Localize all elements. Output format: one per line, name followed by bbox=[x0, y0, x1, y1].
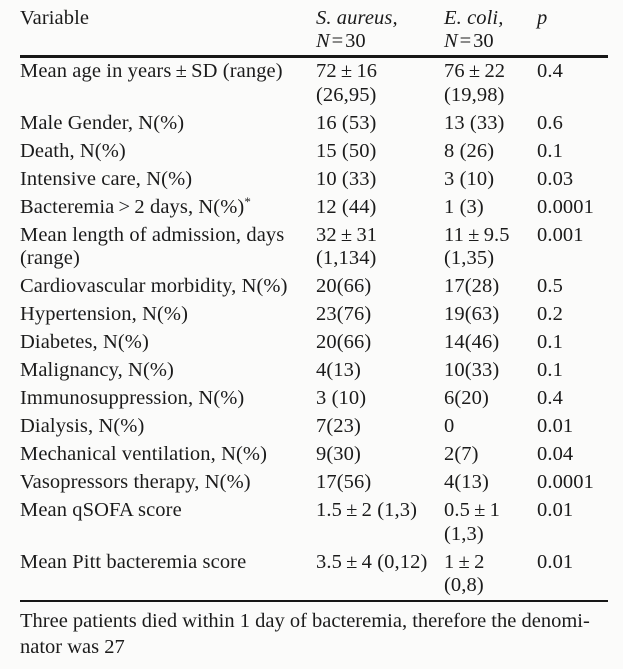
saureus-value: 4(13) bbox=[316, 359, 361, 381]
footnote-line-1: Three patients died within 1 day of bacteremia, therefore the denomi- bbox=[20, 610, 590, 632]
saureus-value: 9(30) bbox=[316, 443, 361, 465]
ecoli-cell bbox=[444, 273, 537, 301]
variable-cell bbox=[20, 469, 316, 497]
header-variable: Variable bbox=[20, 7, 90, 29]
p-value: 0.01 bbox=[537, 499, 574, 521]
saureus-value: 20(66) bbox=[316, 275, 372, 297]
ecoli-value-line2: (1,35) bbox=[444, 247, 495, 269]
variable-cell bbox=[20, 58, 316, 110]
p-value-cell bbox=[537, 194, 608, 222]
ecoli-value: 2(7) bbox=[444, 443, 479, 465]
p-value: 0.5 bbox=[537, 275, 563, 297]
saureus-value: 10 (33) bbox=[316, 167, 377, 190]
p-value-cell bbox=[537, 273, 608, 301]
ecoli-value: 1 ± 2 bbox=[444, 550, 485, 573]
saureus-value: 1.5 ± 2 (1,3) bbox=[316, 499, 418, 521]
ecoli-value-line2: (19,98) bbox=[444, 83, 505, 106]
ecoli-value: 14(46) bbox=[444, 331, 500, 353]
variable-label: Vasopressors therapy, N(%) bbox=[20, 471, 251, 493]
saureus-cell bbox=[316, 413, 444, 441]
p-value: 0.4 bbox=[537, 387, 563, 409]
variable-cell bbox=[20, 273, 316, 301]
ecoli-cell bbox=[444, 469, 537, 497]
saureus-value: 12 (44) bbox=[316, 195, 377, 218]
variable-label: Mean length of admission, days bbox=[20, 223, 285, 246]
p-value: 0.4 bbox=[537, 60, 563, 82]
variable-cell bbox=[20, 549, 316, 601]
p-value-cell bbox=[537, 413, 608, 441]
ecoli-cell bbox=[444, 222, 537, 274]
footnote-line-2: nator was 27 bbox=[20, 636, 125, 658]
variable-label: Diabetes, N(%) bbox=[20, 331, 149, 353]
p-value-cell bbox=[537, 301, 608, 329]
table-row bbox=[20, 549, 608, 601]
ecoli-cell bbox=[444, 166, 537, 194]
saureus-cell bbox=[316, 497, 444, 549]
p-value-cell bbox=[537, 222, 608, 274]
ecoli-cell bbox=[444, 497, 537, 549]
ecoli-cell bbox=[444, 194, 537, 222]
ecoli-value: 6(20) bbox=[444, 387, 489, 409]
ecoli-cell bbox=[444, 301, 537, 329]
table-row bbox=[20, 138, 608, 166]
ecoli-value: 76 ± 22 bbox=[444, 60, 506, 82]
variable-cell bbox=[20, 497, 316, 549]
saureus-cell bbox=[316, 273, 444, 301]
variable-cell bbox=[20, 385, 316, 413]
ecoli-cell bbox=[444, 357, 537, 385]
variable-label: Immunosuppression, N(%) bbox=[20, 387, 245, 409]
ecoli-value: 19(63) bbox=[444, 303, 500, 325]
p-value: 0.1 bbox=[537, 359, 563, 381]
saureus-value: 3 (10) bbox=[316, 387, 367, 409]
p-value: 0.2 bbox=[537, 303, 563, 325]
p-value: 0.1 bbox=[537, 331, 563, 353]
ecoli-cell bbox=[444, 441, 537, 469]
variable-label: Intensive care, N(%) bbox=[20, 167, 193, 190]
saureus-cell bbox=[316, 58, 444, 110]
ecoli-cell bbox=[444, 549, 537, 601]
variable-label: Mechanical ventilation, N(%) bbox=[20, 443, 267, 465]
variable-cell bbox=[20, 194, 316, 222]
p-value: 0.01 bbox=[537, 415, 574, 437]
variable-label: Dialysis, N(%) bbox=[20, 415, 145, 437]
variable-cell bbox=[20, 166, 316, 194]
table-row bbox=[20, 413, 608, 441]
table-row bbox=[20, 385, 608, 413]
table-row bbox=[20, 301, 608, 329]
p-value-cell bbox=[537, 329, 608, 357]
p-value-cell bbox=[537, 469, 608, 497]
table-row bbox=[20, 441, 608, 469]
table-row bbox=[20, 110, 608, 138]
table-row bbox=[20, 497, 608, 549]
header-ecoli-n: N = 30 bbox=[444, 30, 494, 52]
saureus-value: 7(23) bbox=[316, 415, 361, 437]
variable-label: Death, N(%) bbox=[20, 139, 126, 162]
p-value-cell bbox=[537, 357, 608, 385]
ecoli-value-line2: (0,8) bbox=[444, 574, 484, 596]
saureus-value: 3.5 ± 4 (0,12) bbox=[316, 550, 428, 573]
saureus-cell bbox=[316, 222, 444, 274]
ecoli-cell bbox=[444, 58, 537, 110]
p-value-cell bbox=[537, 441, 608, 469]
saureus-cell bbox=[316, 441, 444, 469]
p-value: 0.0001 bbox=[537, 471, 594, 493]
header-saureus-name: S. aureus, bbox=[316, 7, 398, 29]
table-row bbox=[20, 58, 608, 110]
variable-cell bbox=[20, 301, 316, 329]
header-p-value: p bbox=[537, 7, 548, 29]
ecoli-value: 11 ± 9.5 bbox=[444, 223, 510, 246]
table-body bbox=[20, 58, 608, 602]
ecoli-value: 17(28) bbox=[444, 275, 500, 297]
saureus-cell bbox=[316, 194, 444, 222]
saureus-cell bbox=[316, 329, 444, 357]
variable-label: Male Gender, N(%) bbox=[20, 111, 185, 134]
saureus-value: 23(76) bbox=[316, 303, 372, 325]
saureus-cell bbox=[316, 469, 444, 497]
table-row bbox=[20, 469, 608, 497]
table-header-row bbox=[20, 5, 608, 58]
table-row bbox=[20, 357, 608, 385]
variable-cell bbox=[20, 413, 316, 441]
variable-label-line2: (range) bbox=[20, 247, 80, 269]
p-value-cell bbox=[537, 138, 608, 166]
saureus-value: 15 (50) bbox=[316, 139, 377, 162]
p-value: 0.03 bbox=[537, 167, 574, 190]
p-value: 0.6 bbox=[537, 111, 563, 134]
table-row bbox=[20, 222, 608, 274]
p-value-cell bbox=[537, 385, 608, 413]
p-value: 0.01 bbox=[537, 550, 574, 573]
ecoli-cell bbox=[444, 413, 537, 441]
p-value-cell bbox=[537, 549, 608, 601]
saureus-cell bbox=[316, 110, 444, 138]
p-value-cell bbox=[537, 497, 608, 549]
ecoli-cell bbox=[444, 329, 537, 357]
saureus-value: 72 ± 16 bbox=[316, 60, 378, 82]
variable-label: Cardiovascular morbidity, N(%) bbox=[20, 275, 288, 297]
table-row bbox=[20, 329, 608, 357]
variable-label: Mean qSOFA score bbox=[20, 499, 182, 521]
saureus-cell bbox=[316, 385, 444, 413]
ecoli-value: 1 (3) bbox=[444, 195, 484, 218]
variable-label: Mean age in years ± SD (range) bbox=[20, 60, 283, 82]
saureus-value: 17(56) bbox=[316, 471, 372, 493]
saureus-value-line2: (1,134) bbox=[316, 247, 377, 269]
p-value: 0.001 bbox=[537, 223, 584, 246]
saureus-cell bbox=[316, 138, 444, 166]
header-saureus-n: N = 30 bbox=[316, 30, 366, 52]
header-ecoli bbox=[444, 5, 537, 55]
saureus-value: 32 ± 31 bbox=[316, 223, 378, 246]
saureus-cell bbox=[316, 357, 444, 385]
ecoli-value: 4(13) bbox=[444, 471, 489, 493]
ecoli-cell bbox=[444, 385, 537, 413]
p-value-cell bbox=[537, 166, 608, 194]
ecoli-value: 8 (26) bbox=[444, 139, 495, 162]
ecoli-cell bbox=[444, 138, 537, 166]
variable-label: Malignancy, N(%) bbox=[20, 359, 174, 381]
variable-cell bbox=[20, 329, 316, 357]
header-ecoli-name: E. coli, bbox=[444, 7, 504, 29]
ecoli-value-line2: (1,3) bbox=[444, 522, 484, 545]
header-saureus bbox=[316, 5, 444, 55]
variable-cell bbox=[20, 441, 316, 469]
p-value-cell bbox=[537, 58, 608, 110]
saureus-value-line2: (26,95) bbox=[316, 83, 377, 106]
p-value: 0.04 bbox=[537, 443, 574, 465]
variable-cell bbox=[20, 357, 316, 385]
ecoli-cell bbox=[444, 110, 537, 138]
variable-cell bbox=[20, 138, 316, 166]
saureus-value: 20(66) bbox=[316, 331, 372, 353]
saureus-cell bbox=[316, 549, 444, 601]
variable-cell bbox=[20, 222, 316, 274]
p-value-cell bbox=[537, 110, 608, 138]
saureus-value: 16 (53) bbox=[316, 111, 377, 134]
variable-label: Bacteremia > 2 days, N(%) bbox=[20, 195, 245, 218]
table-footnote bbox=[20, 602, 608, 660]
variable-label: Mean Pitt bacteremia score bbox=[20, 550, 247, 573]
saureus-cell bbox=[316, 301, 444, 329]
ecoli-value: 13 (33) bbox=[444, 111, 505, 134]
variable-label: Hypertension, N(%) bbox=[20, 303, 189, 325]
ecoli-value: 0.5 ± 1 bbox=[444, 499, 501, 521]
ecoli-value: 0 bbox=[444, 415, 455, 437]
footnote-marker: * bbox=[244, 193, 251, 209]
ecoli-value: 3 (10) bbox=[444, 167, 495, 190]
variable-cell bbox=[20, 110, 316, 138]
p-value: 0.1 bbox=[537, 139, 563, 162]
table-row bbox=[20, 194, 608, 222]
table-row bbox=[20, 273, 608, 301]
p-value: 0.0001 bbox=[537, 195, 594, 218]
saureus-cell bbox=[316, 166, 444, 194]
ecoli-value: 10(33) bbox=[444, 359, 500, 381]
table-row bbox=[20, 166, 608, 194]
